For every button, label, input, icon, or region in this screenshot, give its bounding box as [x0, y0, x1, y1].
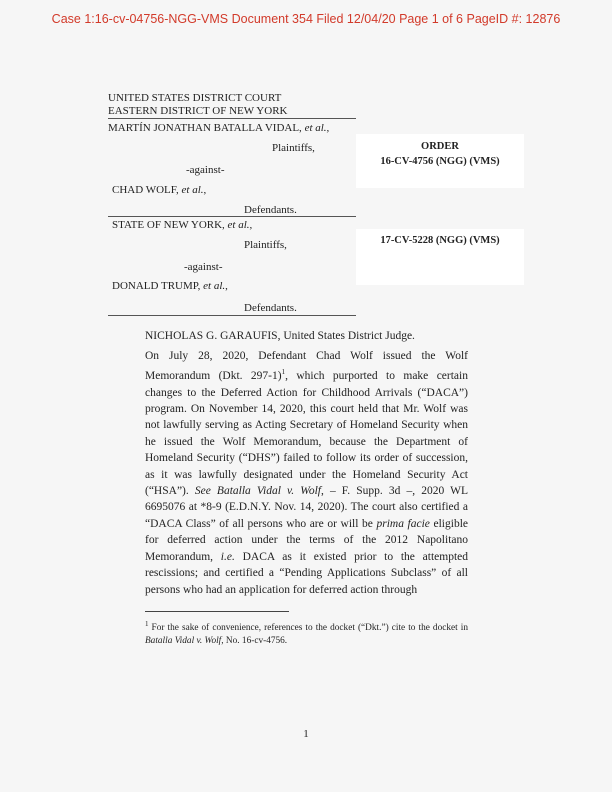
case1-plaintiffs-label: Plaintiffs, — [272, 142, 315, 154]
footnote-text-2: , No. 16-cv-4756. — [221, 636, 288, 647]
second-case-box — [356, 229, 524, 285]
footnote-case-name: Batalla Vidal v. Wolf — [145, 636, 222, 647]
case1-plaintiff-etal: et al., — [304, 122, 330, 134]
order-box — [356, 134, 524, 188]
case2-plaintiff-name: STATE OF NEW YORK, — [112, 219, 225, 231]
caption-rule-middle — [108, 216, 356, 217]
order-title: ORDER — [421, 141, 459, 152]
case2-defendant-comma: , — [225, 280, 228, 292]
case-citation: See Batalla Vidal v. Wolf — [194, 485, 321, 498]
case1-against: -against- — [186, 164, 225, 176]
footnote-ref: 1 — [281, 368, 286, 377]
body-paragraph — [145, 348, 468, 598]
body-text-4: eligible for deferred action under the terms of the 2012 Napolitano Memorandum, — [145, 517, 468, 563]
ecf-header-stamp: Case 1:16-cv-04756-NGG-VMS Document 354 Filed 12/04/20 Page 1 of 6 PageID #: 12876 — [51, 12, 561, 26]
case1-defendants-label: Defendants. — [244, 204, 297, 216]
order-body — [145, 330, 468, 598]
case2-plaintiff — [112, 219, 252, 231]
case2-defendant-name: DONALD TRUMP, — [112, 280, 201, 292]
page-number: 1 — [303, 728, 309, 740]
body-text-5: DACA as it existed prior to the attempted rescissions; and certified a “Pending Applications Subclass” of all persons who had an application for deferred action through — [145, 550, 469, 596]
case2-against: -against- — [184, 261, 223, 273]
second-case-number: 17-CV-5228 (NGG) (VMS) — [380, 235, 500, 246]
case1-plaintiff — [108, 122, 329, 134]
case2-plaintiff-etal: et al., — [227, 219, 253, 231]
caption-rule-bottom — [108, 315, 356, 316]
case2-defendant-etal: et al. — [203, 280, 226, 292]
footnote-number: 1 — [145, 620, 149, 628]
case1-defendant-comma: , — [203, 184, 207, 196]
footnote-text-1: For the sake of convenience, references to the docket (“Dkt.”) cite to the docket in — [148, 623, 468, 634]
case2-defendant — [112, 280, 228, 292]
court-name-line2: EASTERN DISTRICT OF NEW YORK — [108, 105, 288, 117]
case2-defendants-label: Defendants. — [244, 302, 297, 314]
footnote-rule — [145, 611, 289, 612]
court-name-line1: UNITED STATES DISTRICT COURT — [108, 92, 282, 104]
case1-defendant-etal: et al. — [181, 184, 204, 196]
body-text-2: , which purported to make certain changes to the Deferred Action for Childhood Arrivals (“DACA”) program. On November 14, 2020, this court held that Mr. Wolf was not lawfully serving as Acting Secretary of Homeland Security when he issued the Wolf Memorandum, because the Department of Homeland Security (“DHS”) failed to follow its order of succession, as it was lawfully designated under the Homeland Security Act (“HSA”). — [145, 370, 468, 498]
order-case-number: 16-CV-4756 (NGG) (VMS) — [380, 156, 500, 167]
case2-plaintiffs-label: Plaintiffs, — [244, 239, 287, 251]
body-text-3: , – F. Supp. 3d –, 2020 WL 6695076 at *8-9 (E.D.N.Y. Nov. 14, 2020). The court also certified a “DACA Class” of all persons who are or will be — [145, 485, 469, 530]
caption-rule-top — [108, 118, 356, 119]
body-text-1: On July 28, 2020, Defendant Chad Wolf issued the Wolf Memorandum (Dkt. 297-1) — [145, 350, 468, 383]
case1-plaintiff-name: MARTÍN JONATHAN BATALLA VIDAL, — [108, 122, 302, 134]
footnote — [145, 618, 468, 648]
judge-line: NICHOLAS G. GARAUFIS, United States District Judge. — [145, 330, 415, 342]
prima-facie-term: prima facie — [376, 517, 430, 530]
ie-abbrev: i.e. — [220, 550, 235, 563]
case1-defendant — [112, 184, 206, 196]
case1-defendant-name: CHAD WOLF, — [112, 184, 179, 196]
